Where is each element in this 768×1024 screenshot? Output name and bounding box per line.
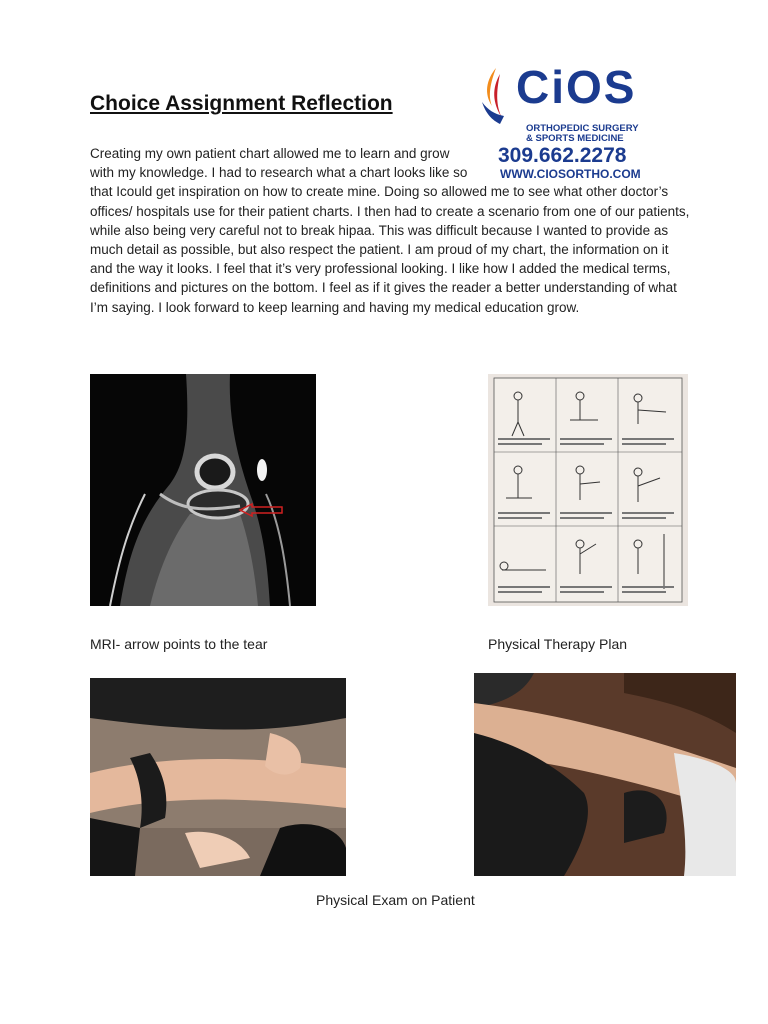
- logo-tagline-2: & SPORTS MEDICINE: [526, 133, 624, 144]
- logo-website: WWW.CIOSORTHO.COM: [500, 167, 641, 181]
- reflection-text: Creating my own patient chart allowed me to learn and grow with my knowledge. I had to research what a chart looks like so that Icould get inspiration on how to create mine. Doing so allowed me to see what other doctor’s offices/ hospitals use for their patient charts. I then had to create a scenario from one of our patients, while also being very careful not to break hipaa. This was difficult because I wanted to provide as much detail as possible, but also respect the patient. I am proud of my chart, the information on it and the way it looks. I feel that it’s very professional looking. I like how I added the medical terms, definitions and pictures on the bottom. I feel as if it gives the reader a better understanding of what I’m saying. I look forward to keep learning and having my medical education grow.: [90, 146, 690, 315]
- logo-tagline-1: ORTHOPEDIC SURGERY: [526, 123, 639, 134]
- page-title: Choice Assignment Reflection: [90, 92, 393, 115]
- pt-plan-image: [488, 374, 688, 606]
- exam-photo-1: [90, 678, 346, 876]
- runner-logo-icon: [478, 66, 518, 128]
- exam-caption: Physical Exam on Patient: [316, 892, 475, 908]
- logo-phone: 309.662.2278: [498, 144, 627, 167]
- pt-caption: Physical Therapy Plan: [488, 636, 628, 652]
- logo-brand: CiOS: [516, 61, 637, 113]
- exam-photo-2: [474, 673, 736, 876]
- mri-image: [90, 374, 316, 606]
- mri-caption: MRI- arrow points to the tear: [90, 636, 268, 652]
- reflection-paragraph: [90, 144, 690, 317]
